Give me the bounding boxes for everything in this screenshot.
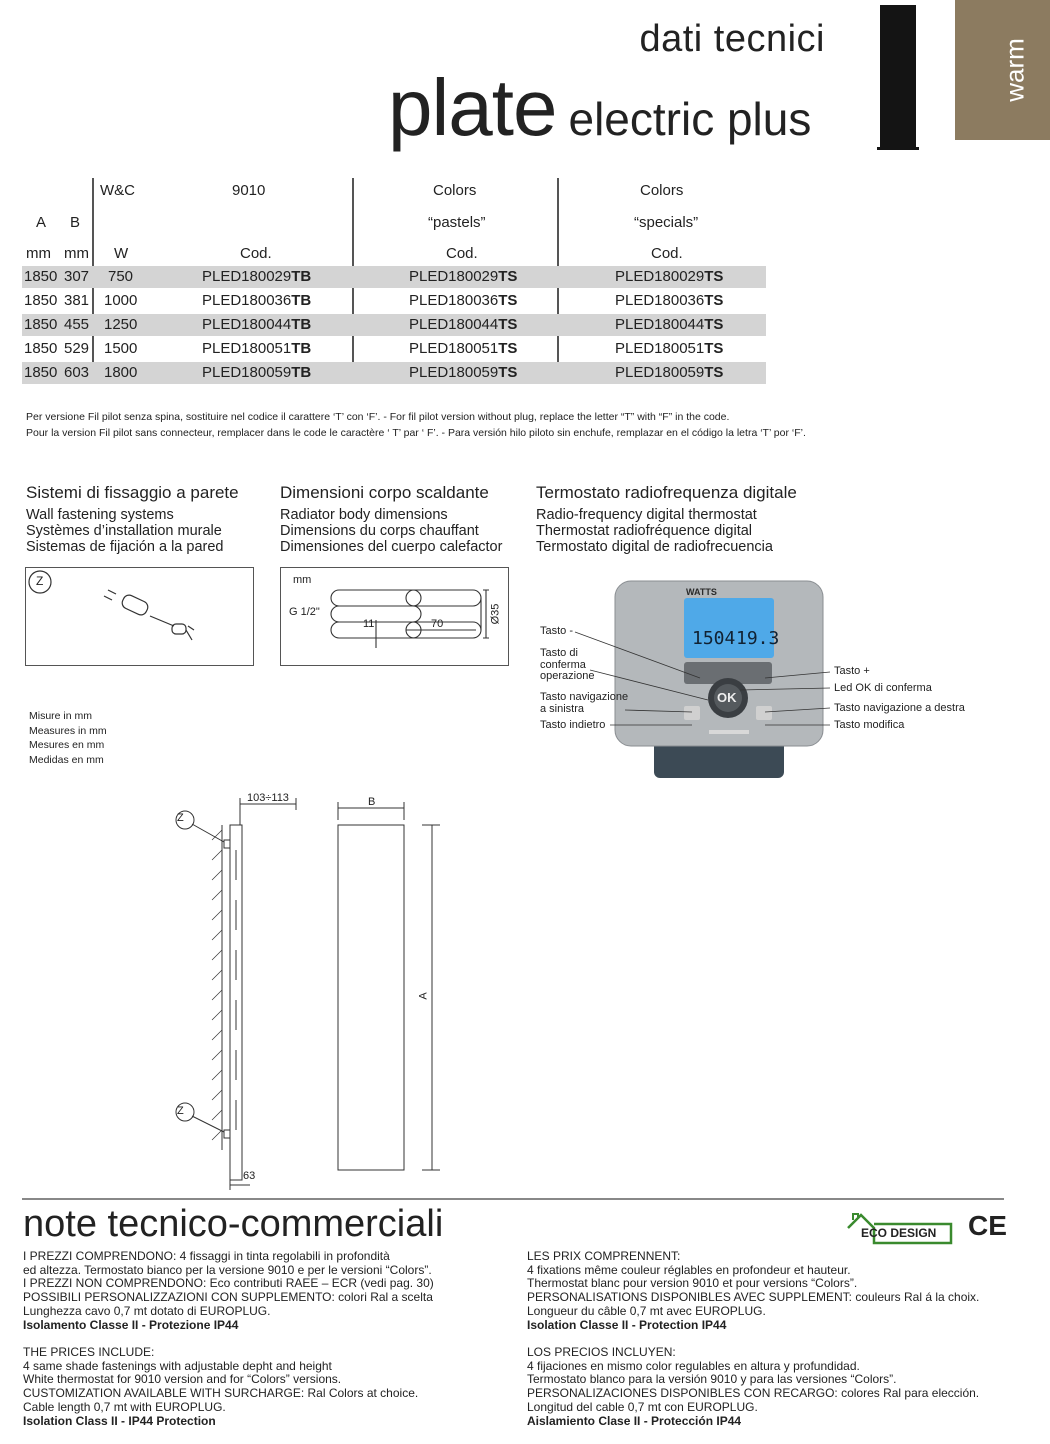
radiator-technical-drawing [160, 790, 460, 1190]
footer-it-line: Lunghezza cavo 0,7 mt dotato di EUROPLUG. [23, 1303, 271, 1318]
footer-divider [22, 1198, 1004, 1200]
footer-en-line: 4 same shade fastenings with adjustable depht and height [23, 1358, 332, 1373]
cell-code-pastels: PLED180036 [409, 292, 499, 309]
cell-suffix: TS [704, 268, 724, 285]
drawing-depth-label: 103÷113 [247, 792, 289, 804]
header-cod-9010: Cod. [240, 245, 272, 262]
cell-a: 1850 [24, 292, 58, 309]
cell-code-specials: PLED180029 [615, 268, 705, 285]
thermostat-es: Termostato digital de radiofrecuencia [536, 539, 773, 555]
label-confirm-key [540, 648, 594, 683]
table-row [22, 266, 766, 288]
cell-suffix: TS [704, 340, 724, 357]
dimensions-section [280, 483, 502, 555]
cell-suffix: TS [498, 268, 518, 285]
cell-b: 307 [64, 268, 90, 285]
fastening-section [26, 483, 239, 555]
header-cod-pastels: Cod. [446, 245, 478, 262]
header-specials: “specials” [634, 214, 699, 231]
cell-code-pastels: PLED180044 [409, 316, 499, 333]
measures-es: Medidas en mm [29, 753, 104, 766]
cell-suffix: TS [704, 316, 724, 333]
footer-es-line: Longitud del cable 0,7 mt con EUROPLUG. [527, 1399, 758, 1414]
footer-it-isolation: Isolamento Classe II - Protezione IP44 [23, 1317, 239, 1332]
footer-es-line: Termostato blanco para la versión 9010 y para las versiones “Colors”. [527, 1372, 897, 1387]
header-colors-pastels: Colors [433, 182, 477, 199]
dim-70-label: 70 [431, 618, 444, 630]
dimensions-drawing [280, 567, 509, 666]
title-model: electric plus [568, 93, 812, 145]
label-back-key: Tasto indietro [540, 719, 606, 731]
cell-code-9010: PLED180029 [202, 268, 292, 285]
label-confirm-line: conferma [540, 658, 586, 671]
cell-suffix: TB [291, 340, 312, 357]
drawing-a-label: A [417, 992, 430, 1000]
cell-code-specials: PLED180036 [615, 292, 705, 309]
footer-en-line: White thermostat for 9010 version and for “Colors” versions. [23, 1372, 342, 1387]
table-row [22, 338, 766, 360]
cell-w: 1500 [104, 340, 138, 357]
dimensions-title: Dimensioni corpo scaldante [280, 483, 489, 502]
cell-code-9010: PLED180051 [202, 340, 292, 357]
dim-35-label: Ø35 [489, 603, 502, 625]
footer-en [23, 1346, 418, 1428]
footer-fr-line: LES PRIX COMPRENNENT: [527, 1249, 681, 1263]
measures-it: Misure in mm [29, 710, 93, 722]
footer-es [527, 1346, 979, 1428]
measures-note [29, 709, 107, 767]
cell-w: 1800 [104, 364, 138, 381]
cell-suffix: TB [291, 268, 312, 285]
footer-title: note tecnico-commerciali [23, 1203, 444, 1245]
cell-code-specials: PLED180059 [615, 364, 705, 381]
cell-b: 455 [64, 316, 90, 333]
cell-a: 1850 [24, 364, 58, 381]
footer-fr-line: Longueur du câble 0,7 mt avec EUROPLUG. [527, 1303, 766, 1318]
title-product: plate [388, 63, 557, 152]
page-title [388, 62, 811, 154]
footer-es-line: 4 fijaciones en mismo color regulables en altura y profundidad. [527, 1358, 860, 1373]
footer-en-isolation: Isolation Class II - IP44 Protection [23, 1413, 216, 1428]
footer-es-line: LOS PRECIOS INCLUYEN: [527, 1345, 676, 1359]
bracket-icon [26, 568, 253, 665]
header-b: B [70, 214, 81, 231]
dim-11-label: 11 [363, 618, 375, 630]
thermostat-ok-button: OK [717, 690, 737, 705]
footer-it-line: ed altezza. Termostato bianco per la versione 9010 e per le versioni “Colors”. [23, 1262, 432, 1277]
footer-es-line: PERSONALIZACIONES DISPONIBLES CON RECARGO: colores Ral para elección. [527, 1386, 980, 1401]
header-9010: 9010 [232, 182, 266, 199]
drawing-b-label: B [368, 796, 376, 808]
category-tab [955, 0, 1050, 140]
label-led-ok: Led OK di conferma [834, 682, 932, 694]
fastening-en: Wall fastening systems [26, 507, 174, 523]
drawing-63-label: 63 [243, 1170, 256, 1182]
footer-en-line: Cable length 0,7 mt with EUROPLUG. [23, 1399, 226, 1414]
cell-suffix: TS [498, 316, 518, 333]
cell-code-9010: PLED180059 [202, 364, 292, 381]
cell-suffix: TS [498, 292, 518, 309]
footer-fr-isolation: Isolation Classe II - Protection IP44 [527, 1317, 727, 1332]
header-pastels: “pastels” [428, 214, 486, 231]
header-a: A [36, 214, 47, 231]
cell-b: 529 [64, 340, 90, 357]
cell-w: 1000 [104, 292, 138, 309]
radiator-product-image [880, 5, 916, 147]
label-modify-key: Tasto modifica [834, 719, 905, 731]
cell-suffix: TS [498, 340, 518, 357]
cell-code-9010: PLED180036 [202, 292, 292, 309]
cell-suffix: TS [704, 364, 724, 381]
measures-en: Measures in mm [29, 724, 107, 737]
label-nav-right-key: Tasto navigazione a destra [834, 702, 965, 714]
label-confirm-line: Tasto di [540, 647, 578, 659]
cell-suffix: TS [704, 292, 724, 309]
footer-en-line: THE PRICES INCLUDE: [23, 1345, 155, 1359]
cell-suffix: TB [291, 292, 312, 309]
eco-design-label: ECO DESIGN [861, 1226, 937, 1240]
footer-it-line: I PREZZI NON COMPRENDONO: Eco contributi RAEE – ECR (vedi pag. 30) [23, 1276, 434, 1291]
cell-b: 603 [64, 364, 90, 381]
header-w: W [114, 245, 129, 262]
thermostat-section [536, 483, 797, 555]
cell-code-specials: PLED180044 [615, 316, 705, 333]
footer-fr-line: PERSONALISATIONS DISPONIBLES AVEC SUPPLEMENT: couleurs Ral á la choix. [527, 1290, 980, 1305]
dimensions-en: Radiator body dimensions [280, 507, 448, 523]
label-nav-left-key [540, 692, 628, 715]
table-row [22, 314, 766, 336]
footer-it-line: I PREZZI COMPRENDONO: 4 fissaggi in tinta regolabili in profondità [23, 1249, 390, 1263]
table-row [22, 362, 766, 384]
label-nav-left-line: a sinistra [540, 702, 585, 715]
thermostat-en: Radio-frequency digital thermostat [536, 507, 757, 523]
thread-label: G 1/2" [289, 606, 320, 618]
footer-fr-line: 4 fixations même couleur réglables en profondeur et hauteur. [527, 1262, 851, 1277]
thermostat-brand: WATTS [686, 587, 717, 597]
label-plus-key: Tasto + [834, 665, 870, 677]
fastening-drawing [25, 567, 254, 666]
cell-a: 1850 [24, 268, 58, 285]
drawing-z-top: Z [177, 812, 184, 824]
ce-mark: CE [968, 1210, 1007, 1241]
cell-w: 750 [108, 268, 134, 285]
cell-suffix: TB [291, 316, 312, 333]
fastening-fr: Systèmes d’installation murale [26, 523, 222, 539]
label-minus-key: Tasto - [540, 625, 574, 637]
fastening-title: Sistemi di fissaggio a parete [26, 483, 239, 502]
dimensions-es: Dimensiones del cuerpo calefactor [280, 539, 503, 555]
category-tab-label: warm [999, 38, 1030, 102]
fastening-es: Sistemas de fijación a la pared [26, 539, 224, 555]
dimensions-mm-label: mm [293, 574, 312, 586]
cell-code-specials: PLED180051 [615, 340, 705, 357]
header-mm-a: mm [26, 245, 51, 262]
header-wc: W&C [100, 182, 135, 199]
cell-suffix: TS [498, 364, 518, 381]
header-colors-specials: Colors [640, 182, 684, 199]
cell-w: 1250 [104, 316, 138, 333]
footer-es-isolation: Aislamiento Clase II - Protección IP44 [527, 1413, 742, 1428]
thermostat-display-right: 19.3 [736, 628, 780, 649]
thermostat-title: Termostato radiofrequenza digitale [536, 483, 797, 502]
footer-it-line: POSSIBILI PERSONALIZZAZIONI CON SUPPLEMENTO: colori Ral a scelta [23, 1290, 433, 1305]
footer-fr-line: Thermostat blanc pour version 9010 et pour versions “Colors”. [527, 1276, 858, 1291]
eco-design-badge [845, 1212, 955, 1246]
dimensions-fr: Dimensions du corps chauffant [280, 523, 479, 539]
thermostat-fr: Thermostat radiofréquence digital [536, 523, 753, 539]
cell-code-9010: PLED180044 [202, 316, 292, 333]
cell-a: 1850 [24, 340, 58, 357]
label-confirm-line: operazione [540, 670, 595, 682]
cell-code-pastels: PLED180029 [409, 268, 499, 285]
cell-a: 1850 [24, 316, 58, 333]
header-mm-b: mm [64, 245, 89, 262]
fastening-z-label: Z [36, 574, 44, 588]
footer-fr [527, 1250, 979, 1332]
label-nav-left-line: Tasto navigazione [540, 691, 629, 703]
drawing-z-bottom: Z [177, 1105, 184, 1117]
thermostat-display-left: 1504 [692, 628, 736, 649]
page-subtitle: dati tecnici [639, 18, 825, 60]
header-cod-specials: Cod. [651, 245, 683, 262]
measures-fr: Mesures en mm [29, 739, 105, 751]
cell-code-pastels: PLED180051 [409, 340, 499, 357]
cell-code-pastels: PLED180059 [409, 364, 499, 381]
footer-it [23, 1250, 434, 1332]
fil-pilot-note-2: Pour la version Fil pilot sans connecteur, remplacer dans le code le caractère ‘ T’ par ‘ F’. - Para versión hilo piloto sin enchufe, remplazar en el código la letra ‘T’ por ‘F’. [26, 427, 806, 439]
fil-pilot-note-1: Per versione Fil pilot senza spina, sostituire nel codice il carattere ‘T’ con ‘F’. - For fil pilot version without plug, replace the letter “T” with “F” in the code. [26, 411, 730, 423]
footer-en-line: CUSTOMIZATION AVAILABLE WITH SURCHARGE: Ral Colors at choice. [23, 1386, 419, 1401]
cell-suffix: TB [291, 364, 312, 381]
cell-b: 381 [64, 292, 90, 309]
table-row [22, 290, 766, 312]
